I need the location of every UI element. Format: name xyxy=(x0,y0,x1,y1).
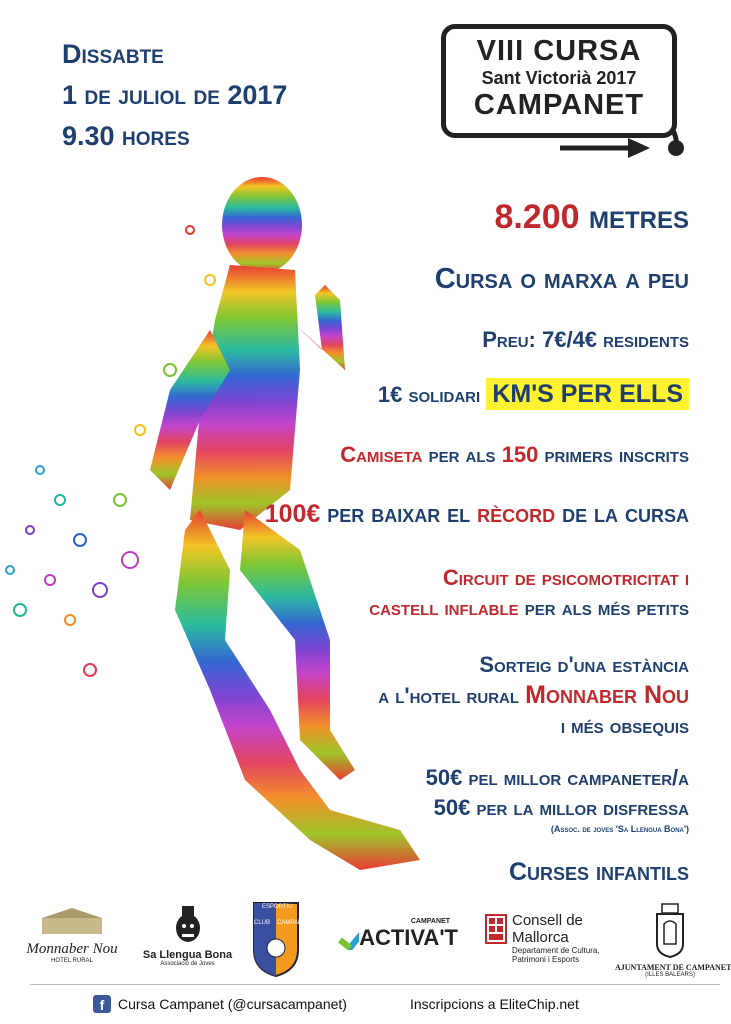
consell-de-mallorca-logo xyxy=(485,912,600,964)
activat-text: ACTIVA'T xyxy=(359,925,458,950)
record-amount: 100€ xyxy=(264,500,321,528)
record-prize-line xyxy=(265,500,689,529)
race-price: Preu: 7€/4€ residents xyxy=(482,327,689,352)
kids-races: Curses infantils xyxy=(508,858,689,886)
facebook-icon: f xyxy=(93,995,111,1013)
race-distance xyxy=(494,198,689,237)
character-head-icon xyxy=(172,904,204,944)
solidarity-prefix: 1€ solidari xyxy=(377,382,481,407)
race-title-edition: VIII CURSA xyxy=(476,35,642,67)
llengua-sub: Associació de Joves xyxy=(160,961,215,967)
event-date-block xyxy=(62,34,287,157)
prizes-block xyxy=(426,763,689,835)
consell-emblem-icon xyxy=(485,914,507,944)
event-time: 9.30 hores xyxy=(62,121,190,151)
distance-unit: metres xyxy=(588,198,689,236)
solidarity-campaign: KM'S PER ELLS xyxy=(486,378,689,410)
tshirt-label: Camiseta xyxy=(340,442,423,467)
solidarity-line xyxy=(378,380,689,409)
circuit-line-1: Circuit de psicomotricitat i xyxy=(442,565,689,590)
record-word: rècord xyxy=(477,500,556,528)
club-left-text: CLUB xyxy=(254,920,271,926)
event-date: 1 de juliol de 2017 xyxy=(62,80,288,110)
monnaber-nou-logo xyxy=(12,908,132,964)
activat-campanet-logo xyxy=(338,918,458,951)
ajuntament-campanet-logo xyxy=(615,900,731,978)
consell-name-2: Mallorca xyxy=(512,929,569,946)
record-mid: per baixar el xyxy=(327,500,471,528)
prize-note: (Assoc. de joves 'Sa Llengua Bona') xyxy=(550,824,689,834)
consell-dept-2: Patrimoni i Esports xyxy=(512,955,580,964)
club-right-text: CAMPANET xyxy=(277,920,310,926)
raffle-line-3: i més obsequis xyxy=(560,713,689,738)
ajuntament-name: AJUNTAMENT DE CAMPANET xyxy=(615,963,731,972)
consell-dept-1: Departament de Cultura, xyxy=(512,946,600,955)
town-crest-icon xyxy=(653,900,687,958)
prize-line-2: 50€ per la millor disfressa xyxy=(433,795,689,820)
record-suffix: de la cursa xyxy=(562,500,689,528)
raffle-hotel-name: Monnaber Nou xyxy=(525,681,689,709)
race-type: Cursa o marxa a peu xyxy=(434,263,689,295)
kids-activities xyxy=(369,563,689,623)
club-esportiu-campanet-logo xyxy=(250,900,310,983)
inscriptions-text: Inscripcions a EliteChip.net xyxy=(410,996,579,1012)
prize-line-1: 50€ pel millor campaneter/a xyxy=(425,765,689,790)
activat-check-icon xyxy=(338,926,359,950)
monnaber-sub: HOTEL RURAL xyxy=(51,958,93,964)
footer-divider xyxy=(30,984,720,985)
raffle-line-2: a l'hotel rural xyxy=(378,683,520,708)
tshirt-line xyxy=(340,442,689,468)
distance-value: 8.200 xyxy=(494,198,580,236)
race-title-town: CAMPANET xyxy=(473,89,645,121)
arrow-icon xyxy=(560,120,690,160)
club-shield-icon xyxy=(251,900,301,978)
activat-small: CAMPANET xyxy=(410,918,450,925)
sa-llengua-bona-logo xyxy=(140,904,235,967)
circuit-inflatable: castell inflable xyxy=(369,595,519,620)
facebook-page-text: Cursa Campanet (@cursacampanet) xyxy=(118,996,347,1012)
llengua-name: Sa Llengua Bona xyxy=(142,949,233,961)
hotel-building-icon xyxy=(37,908,107,936)
sponsor-logos xyxy=(0,900,731,985)
club-top-text: ESPORTIU xyxy=(262,904,293,910)
tshirt-mid: per als xyxy=(428,442,496,467)
tshirt-count: 150 xyxy=(501,442,539,467)
tshirt-suffix: primers inscrits xyxy=(544,442,689,467)
ajuntament-sub: (ILLES BALEARS) xyxy=(645,972,695,978)
race-title-name: Sant Victorià 2017 xyxy=(481,68,637,88)
runner-illustration xyxy=(0,170,450,900)
consell-name-1: Consell de xyxy=(512,912,583,929)
monnaber-name: Monnaber Nou xyxy=(26,941,118,957)
event-day: Dissabte xyxy=(62,39,164,69)
circuit-line-2: per als més petits xyxy=(524,595,689,620)
raffle-block xyxy=(378,650,689,741)
raffle-line-1: Sorteig d'una estància xyxy=(479,652,689,677)
